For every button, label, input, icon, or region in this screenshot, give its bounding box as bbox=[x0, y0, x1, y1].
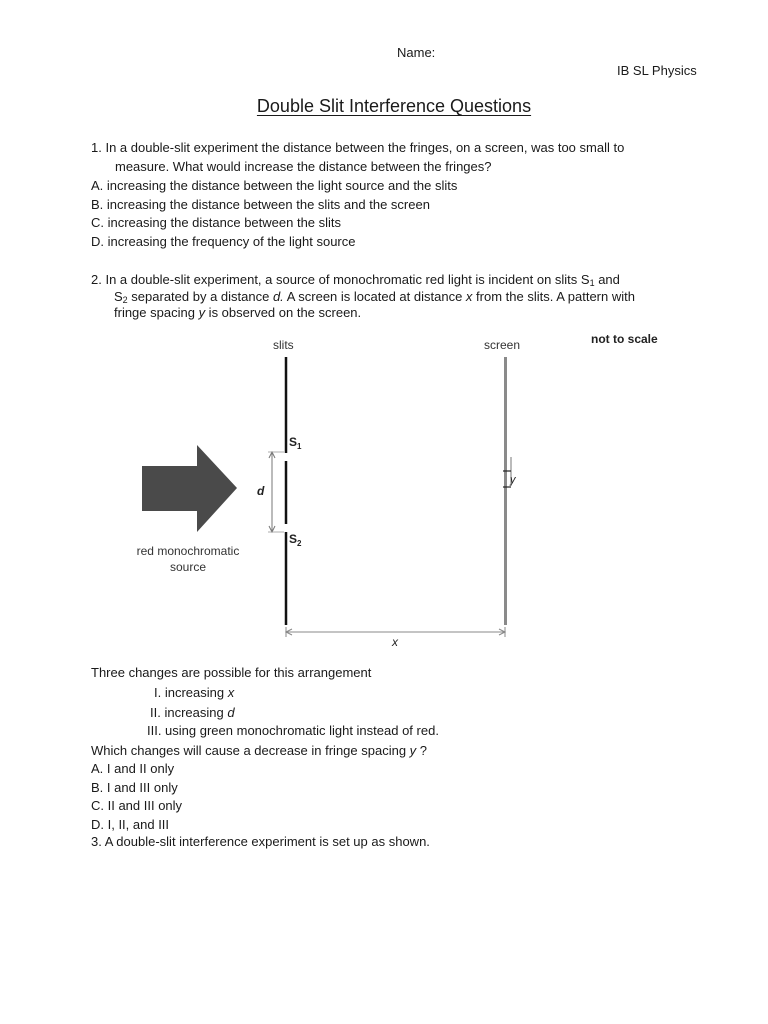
question-2-option-d: D. I, II, and III bbox=[91, 817, 170, 832]
question-1-text-cont: measure. What would increase the distance between the fringes? bbox=[115, 159, 492, 174]
x-label: x bbox=[392, 635, 398, 649]
change-2: II. increasing d bbox=[150, 705, 235, 720]
source-arrow bbox=[142, 445, 237, 532]
double-slit-diagram bbox=[0, 325, 768, 655]
question-1-option-d: D. increasing the frequency of the light source bbox=[91, 234, 356, 249]
question-2-line-1: 2. In a double-slit experiment, a source of monochromatic red light is incident on slits $S_1$ and bbox=[91, 272, 620, 288]
question-3-text: 3. A double-slit interference experiment is set up as shown. bbox=[91, 834, 430, 849]
screen bbox=[504, 357, 507, 625]
changes-intro: Three changes are possible for this arrangement bbox=[91, 665, 372, 680]
y-label: y bbox=[510, 474, 516, 486]
course-label: IB SL Physics bbox=[617, 63, 697, 78]
question-1-option-a: A. increasing the distance between the light source and the slits bbox=[91, 178, 458, 193]
slit-2-label: $S_2$ bbox=[289, 532, 302, 548]
page-title: Double Slit Interference Questions bbox=[256, 96, 532, 116]
question-2-option-c: C. II and III only bbox=[91, 798, 183, 813]
question-1-text: 1. In a double-slit experiment the distance between the fringes, on a screen, was too small to bbox=[91, 140, 625, 155]
question-2-option-a: A. I and II only bbox=[91, 761, 175, 776]
source-label-line-2: source bbox=[169, 560, 207, 574]
name-label: Name: bbox=[397, 45, 436, 60]
question-1-option-b: B. increasing the distance between the slits and the screen bbox=[91, 197, 430, 212]
question-2-line-2: $S_2$ separated by a distance d. A screen is located at distance x from the slits. A pattern with bbox=[114, 289, 635, 305]
question-2-ask: Which changes will cause a decrease in fringe spacing y ? bbox=[91, 743, 428, 758]
question-2-line-3: fringe spacing y is observed on the screen. bbox=[114, 305, 362, 320]
scale-note: not to scale bbox=[591, 332, 658, 346]
change-1: I. increasing x bbox=[154, 685, 235, 700]
screen-label: screen bbox=[484, 338, 521, 352]
source-label-line-1: red monochromatic bbox=[136, 544, 240, 558]
slit-1-label: $S_1$ bbox=[289, 435, 302, 451]
change-3: III. using green monochromatic light instead of red. bbox=[147, 723, 439, 738]
question-2-option-b: B. I and III only bbox=[91, 780, 178, 795]
slits-label: slits bbox=[273, 338, 294, 352]
d-label: d bbox=[257, 484, 265, 498]
question-1-option-c: C. increasing the distance between the slits bbox=[91, 215, 342, 230]
